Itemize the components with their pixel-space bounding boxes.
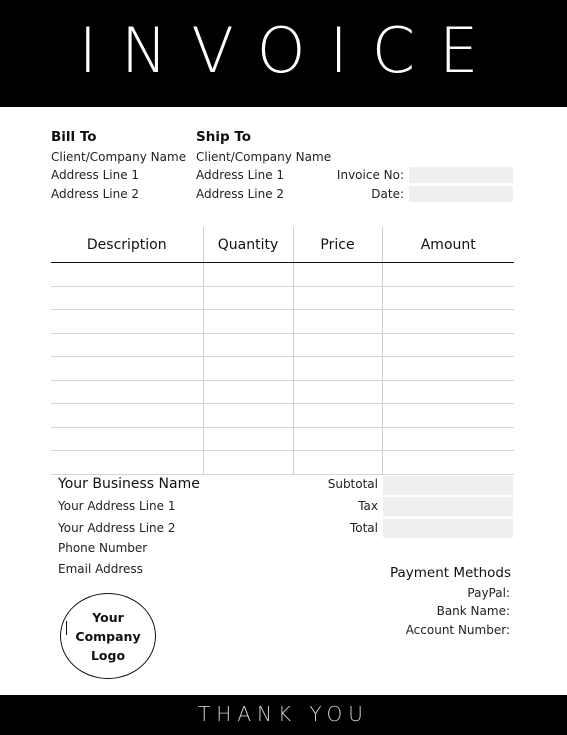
- business-address-line1[interactable]: Your Address Line 1: [58, 499, 176, 513]
- business-phone[interactable]: Phone Number: [58, 541, 148, 555]
- description-cell[interactable]: [51, 263, 203, 287]
- subtotal-field[interactable]: [383, 476, 513, 495]
- table-row: [51, 427, 514, 451]
- price-cell[interactable]: [293, 404, 382, 428]
- amount-cell[interactable]: [382, 263, 514, 287]
- invoice-title: INVOICE: [78, 14, 503, 87]
- quantity-cell[interactable]: [203, 380, 293, 404]
- amount-cell[interactable]: [382, 427, 514, 451]
- description-cell[interactable]: [51, 451, 203, 475]
- bank-name-label: Bank Name:: [436, 604, 510, 618]
- amount-cell[interactable]: [382, 404, 514, 428]
- amount-cell[interactable]: [382, 357, 514, 381]
- paypal-label: PayPal:: [467, 586, 510, 600]
- tax-field[interactable]: [383, 497, 513, 516]
- ship-to-name[interactable]: Client/Company Name: [196, 150, 332, 164]
- quantity-cell[interactable]: [203, 263, 293, 287]
- description-cell[interactable]: [51, 427, 203, 451]
- company-logo-placeholder[interactable]: [60, 593, 156, 679]
- bill-to-address-line2[interactable]: Address Line 2: [51, 187, 140, 201]
- ship-to-address-line1[interactable]: Address Line 1: [196, 168, 285, 182]
- column-header-description: Description: [51, 227, 203, 263]
- quantity-cell[interactable]: [203, 333, 293, 357]
- line-items-table: [51, 227, 514, 475]
- quantity-cell[interactable]: [203, 286, 293, 310]
- total-field[interactable]: [383, 519, 513, 538]
- account-number-label: Account Number:: [405, 623, 510, 637]
- quantity-cell[interactable]: [203, 404, 293, 428]
- table-row: [51, 310, 514, 334]
- date-label: Date:: [371, 187, 404, 201]
- date-field[interactable]: [409, 186, 513, 202]
- price-cell[interactable]: [293, 263, 382, 287]
- table-header-row: [51, 227, 514, 263]
- amount-cell[interactable]: [382, 451, 514, 475]
- amount-cell[interactable]: [382, 380, 514, 404]
- column-header-price: Price: [293, 227, 382, 263]
- text-cursor: [66, 621, 67, 635]
- subtotal-label: Subtotal: [327, 477, 378, 491]
- amount-cell[interactable]: [382, 286, 514, 310]
- logo-text-line3: Logo: [90, 647, 126, 663]
- price-cell[interactable]: [293, 286, 382, 310]
- price-cell[interactable]: [293, 380, 382, 404]
- business-name[interactable]: Your Business Name: [58, 476, 200, 492]
- logo-text-line1: Your: [92, 609, 124, 625]
- quantity-cell[interactable]: [203, 451, 293, 475]
- table-row: [51, 286, 514, 310]
- amount-cell[interactable]: [382, 310, 514, 334]
- quantity-cell[interactable]: [203, 357, 293, 381]
- invoice-no-field[interactable]: [409, 167, 513, 183]
- ship-to-heading: Ship To: [196, 129, 252, 145]
- table-row: [51, 380, 514, 404]
- description-cell[interactable]: [51, 380, 203, 404]
- ship-to-address-line2[interactable]: Address Line 2: [196, 187, 285, 201]
- business-address-line2[interactable]: Your Address Line 2: [58, 521, 176, 535]
- business-email[interactable]: Email Address: [58, 562, 143, 576]
- price-cell[interactable]: [293, 427, 382, 451]
- description-cell[interactable]: [51, 404, 203, 428]
- description-cell[interactable]: [51, 333, 203, 357]
- logo-text-line2: Company: [75, 628, 141, 644]
- payment-methods-heading: Payment Methods: [389, 565, 511, 581]
- amount-cell[interactable]: [382, 333, 514, 357]
- table-row: [51, 333, 514, 357]
- bill-to-heading: Bill To: [51, 129, 97, 145]
- bill-to-name[interactable]: Client/Company Name: [51, 150, 187, 164]
- total-label: Total: [349, 521, 378, 535]
- thank-you-text: THANK YOU: [198, 702, 369, 726]
- price-cell[interactable]: [293, 357, 382, 381]
- description-cell[interactable]: [51, 286, 203, 310]
- quantity-cell[interactable]: [203, 427, 293, 451]
- column-header-amount: Amount: [382, 227, 514, 263]
- table-row: [51, 404, 514, 428]
- price-cell[interactable]: [293, 333, 382, 357]
- description-cell[interactable]: [51, 357, 203, 381]
- tax-label: Tax: [358, 499, 378, 513]
- price-cell[interactable]: [293, 310, 382, 334]
- bill-to-address-line1[interactable]: Address Line 1: [51, 168, 140, 182]
- quantity-cell[interactable]: [203, 310, 293, 334]
- column-header-quantity: Quantity: [203, 227, 293, 263]
- table-row: [51, 357, 514, 381]
- table-row: [51, 263, 514, 287]
- description-cell[interactable]: [51, 310, 203, 334]
- table-row: [51, 451, 514, 475]
- invoice-no-label: Invoice No:: [336, 168, 404, 182]
- price-cell[interactable]: [293, 451, 382, 475]
